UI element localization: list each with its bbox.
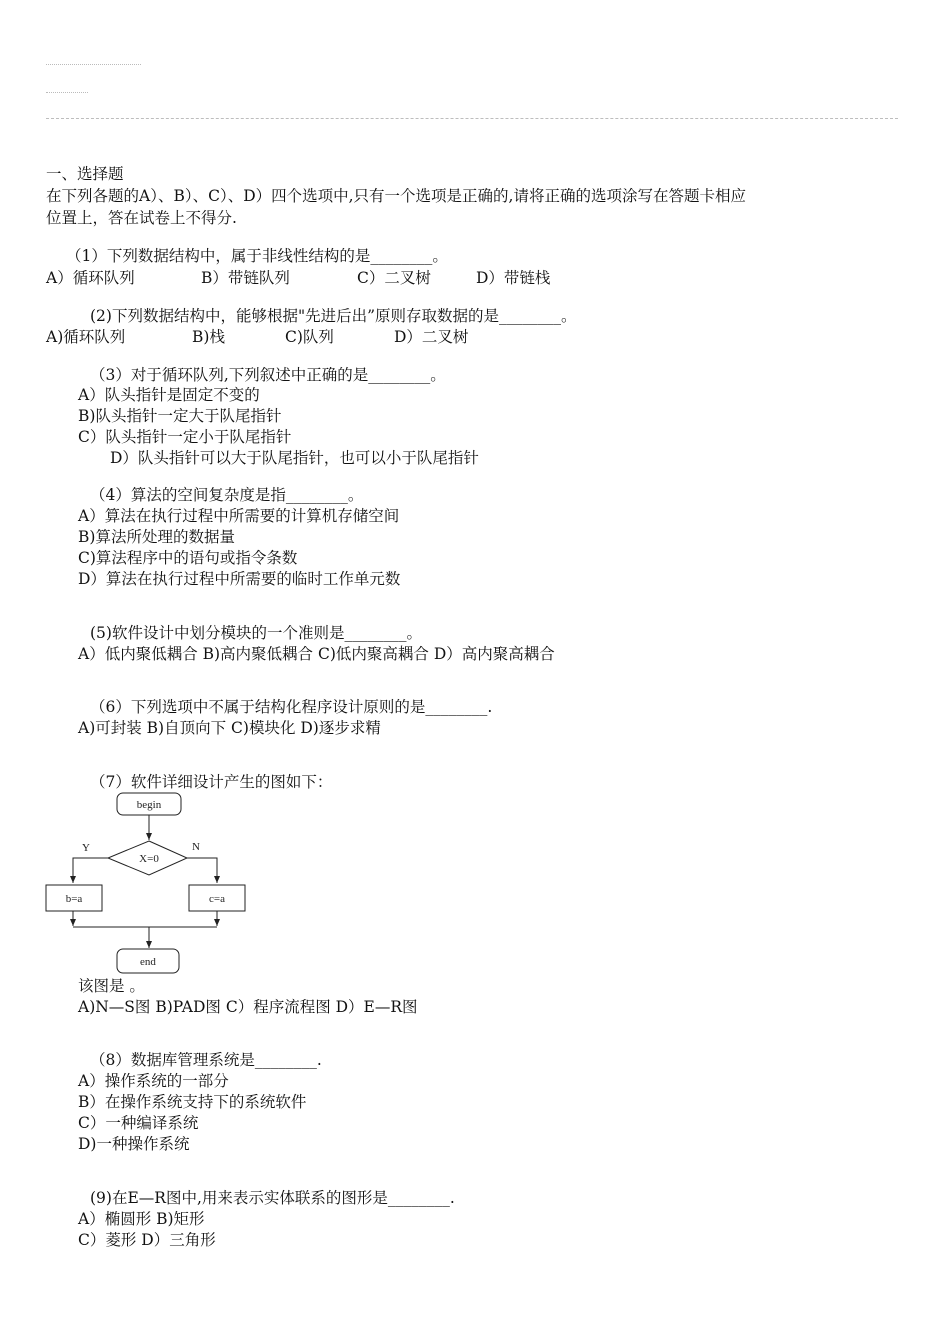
question-2-stem: (2)下列数据结构中，能够根据"先进后出”原则存取数据的是________。 bbox=[90, 307, 577, 325]
question-9-stem: (9)在E—R图中,用来表示实体联系的图形是________. bbox=[90, 1189, 455, 1207]
question-2-option-c: C)队列 bbox=[285, 328, 334, 346]
header-rule bbox=[46, 118, 898, 119]
instruction-text: 在下列各题的A）、B）、C）、D）四个选项中,只有一个选项是正确的,请将正确的选项涂写在答题卡相应 bbox=[46, 187, 746, 205]
question-4-option-c: C)算法程序中的语句或指令条数 bbox=[78, 549, 298, 567]
yes-branch-arrow bbox=[73, 858, 108, 883]
question-3-option-a: A）队头指针是固定不变的 bbox=[78, 386, 260, 404]
question-2-option-b: B)栈 bbox=[192, 328, 225, 346]
question-4-stem: （4）算法的空间复杂度是指________。 bbox=[90, 486, 364, 504]
flowchart-diagram bbox=[40, 785, 270, 977]
instruction-text: 位置上，答在试卷上不得分. bbox=[46, 209, 237, 227]
begin-label: begin bbox=[136, 799, 162, 811]
question-7-options: A)N—S图 B)PAD图 C）程序流程图 D）E—R图 bbox=[78, 998, 418, 1016]
left-box-label: b=a bbox=[65, 893, 83, 905]
question-3-stem: （3）对于循环队列,下列叙述中正确的是________。 bbox=[90, 366, 446, 384]
question-4-option-a: A）算法在执行过程中所需要的计算机存储空间 bbox=[78, 507, 400, 525]
question-4-option-b: B)算法所处理的数据量 bbox=[78, 528, 235, 546]
question-6-stem: （6）下列选项中不属于结构化程序设计原则的是________. bbox=[90, 698, 493, 716]
question-4-option-d: D）算法在执行过程中所需要的临时工作单元数 bbox=[78, 570, 401, 588]
question-7-stem: （7）软件详细设计产生的图如下： bbox=[90, 773, 333, 791]
question-3-option-c: C）队头指针一定小于队尾指针 bbox=[78, 428, 292, 446]
question-5-options: A）低内聚低耦合 B)高内聚低耦合 C)低内聚高耦合 D）高内聚高耦合 bbox=[78, 645, 555, 663]
no-branch-arrow bbox=[187, 858, 217, 883]
question-9-options-cd: C）菱形 D）三角形 bbox=[78, 1231, 216, 1249]
condition-label: X=0 bbox=[139, 853, 159, 865]
question-7-prompt: 该图是 。 bbox=[78, 977, 145, 995]
question-8-option-c: C）一种编译系统 bbox=[78, 1114, 199, 1132]
no-label: N bbox=[192, 841, 200, 853]
header-decoration-line bbox=[46, 92, 88, 96]
question-1-option-d: D）带链栈 bbox=[476, 269, 551, 287]
question-8-option-b: B）在操作系统支持下的系统软件 bbox=[78, 1093, 307, 1111]
question-8-option-d: D)一种操作系统 bbox=[78, 1135, 190, 1153]
yes-label: Y bbox=[82, 842, 90, 854]
header-decoration-line bbox=[46, 64, 141, 68]
question-8-stem: （8）数据库管理系统是________. bbox=[90, 1051, 322, 1069]
question-8-option-a: A）操作系统的一部分 bbox=[78, 1072, 229, 1090]
question-2-option-a: A)循环队列 bbox=[46, 328, 126, 346]
question-5-stem: (5)软件设计中划分模块的一个准则是________。 bbox=[90, 624, 422, 642]
question-9-options-ab: A）椭圆形 B)矩形 bbox=[78, 1210, 205, 1228]
question-1-option-c: C）二叉树 bbox=[357, 269, 431, 287]
question-6-options: A)可封装 B)自顶向下 C)模块化 D)逐步求精 bbox=[78, 719, 381, 737]
question-1-option-a: A）循环队列 bbox=[46, 269, 135, 287]
question-3-option-d: D）队头指针可以大于队尾指针，也可以小于队尾指针 bbox=[110, 449, 479, 467]
section-title: 一、选择题 bbox=[46, 165, 124, 183]
right-box-label: c=a bbox=[209, 893, 225, 905]
question-3-option-b: B)队头指针一定大于队尾指针 bbox=[78, 407, 282, 425]
question-1-stem: （1）下列数据结构中，属于非线性结构的是________。 bbox=[66, 247, 448, 265]
question-1-option-b: B）带链队列 bbox=[201, 269, 290, 287]
end-label: end bbox=[140, 956, 156, 968]
question-2-option-d: D）二叉树 bbox=[394, 328, 469, 346]
